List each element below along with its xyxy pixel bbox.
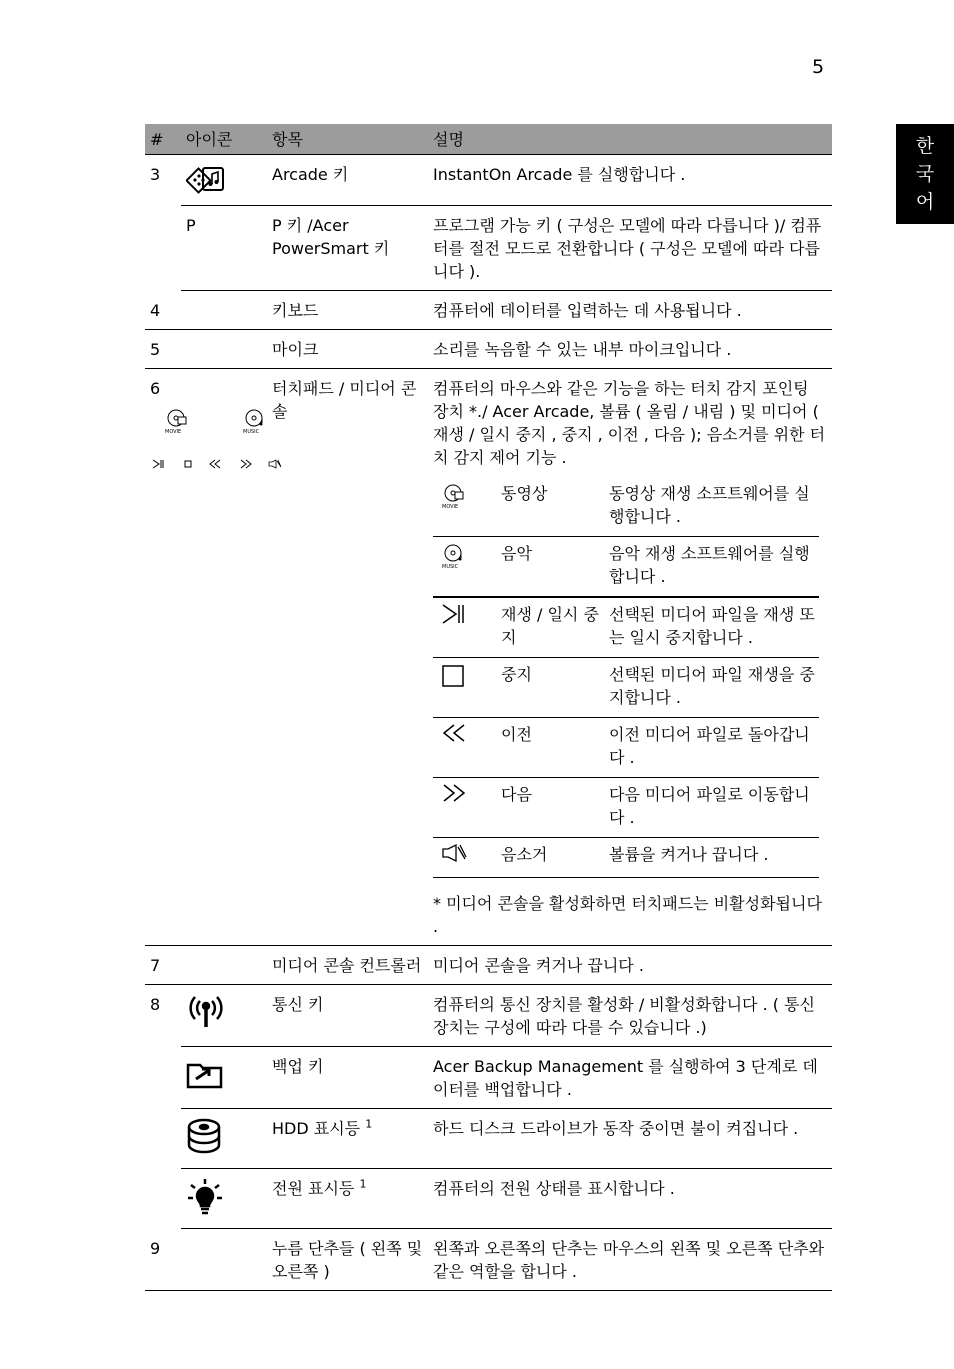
row-number: 8 <box>150 995 161 1014</box>
item-desc: Acer Backup Management 를 실행하여 3 단계로 데이터를 백업합니다 . <box>428 1047 832 1109</box>
music-icon <box>433 537 501 598</box>
item-name: 통신 키 <box>272 995 324 1014</box>
footnote-ref: 1 <box>365 1117 373 1131</box>
music-icon <box>242 408 268 440</box>
media-name: 다음 <box>501 785 532 804</box>
item-desc: 컴퓨터의 마우스와 같은 기능을 하는 터치 감지 포인팅 장치 *./ Acer Arcade, 볼륨 ( 올림 / 내림 ) 및 미디어 ( 재생 / 일시 중지 , 중지 , 이전 , 다음 ); 음소거를 위한 터치 감지 제어 기능 . <box>433 379 826 467</box>
item-desc: 컴퓨터에 데이터를 입력하는 데 사용됩니다 . <box>428 291 832 330</box>
footnote: * 미디어 콘솔을 활성화하면 터치패드는 비활성화됩니다 . <box>433 894 822 936</box>
list-item <box>433 718 819 778</box>
media-name: 재생 / 일시 중지 <box>501 605 599 647</box>
item-name: 전원 표시등 <box>272 1179 355 1198</box>
table-row <box>145 1169 832 1229</box>
play-pause-icon <box>433 597 501 658</box>
table-row <box>145 206 832 291</box>
table-row <box>145 291 832 330</box>
mute-icon <box>268 452 282 475</box>
hdd-icon <box>186 1117 226 1161</box>
music-icon-label: MUSIC <box>442 564 459 570</box>
table-header <box>145 124 832 155</box>
item-desc: 왼쪽과 오른쪽의 단추는 마우스의 왼쪽 및 오른쪽 단추와 같은 역할을 합니다 . <box>428 1229 832 1291</box>
list-item <box>433 838 819 878</box>
footnote-ref: 1 <box>359 1177 367 1191</box>
header-desc: 설명 <box>428 124 832 155</box>
movie-icon <box>433 477 501 537</box>
item-name: 누름 단추들 ( 왼쪽 및 오른쪽 ) <box>267 1229 428 1291</box>
table-row <box>145 1109 832 1169</box>
item-desc: 미디어 콘솔을 켜거나 끕니다 . <box>428 946 832 985</box>
media-desc: 이전 미디어 파일로 돌아갑니다 . <box>609 725 810 767</box>
movie-icon-label: MOVIE <box>165 429 182 434</box>
media-name: 동영상 <box>501 484 548 503</box>
table-row <box>145 330 832 369</box>
page-number: 5 <box>812 56 825 78</box>
list-item <box>433 597 819 658</box>
next-icon <box>239 452 253 475</box>
header-num: # <box>145 124 181 155</box>
lang-tab-char: 어 <box>915 191 935 213</box>
previous-icon <box>208 452 222 475</box>
table-row <box>145 946 832 985</box>
media-name: 이전 <box>501 725 532 744</box>
music-icon-label: MUSIC <box>243 429 260 434</box>
previous-icon <box>433 718 501 778</box>
item-desc: 소리를 녹음할 수 있는 내부 마이크입니다 . <box>428 330 832 369</box>
arcade-icon <box>186 163 226 205</box>
list-item <box>433 477 819 537</box>
item-desc: 컴퓨터의 통신 장치를 활성화 / 비활성화합니다 . ( 통신 장치는 구성에 따라 다를 수 있습니다 .) <box>433 995 815 1037</box>
movie-icon-label: MOVIE <box>442 504 459 510</box>
feature-table <box>145 124 832 1291</box>
table-row <box>145 369 832 946</box>
row-number: 7 <box>145 946 181 985</box>
header-icon: 아이콘 <box>181 124 267 155</box>
table-row <box>145 1229 832 1291</box>
lang-tab-char: 국 <box>915 163 935 185</box>
item-name: 터치패드 / 미디어 콘솔 <box>267 369 428 946</box>
mute-icon <box>433 838 501 878</box>
table-row <box>145 1047 832 1109</box>
stop-icon <box>433 658 501 718</box>
list-item <box>433 778 819 838</box>
item-desc: InstantOn Arcade 를 실행합니다 . <box>433 165 686 184</box>
item-desc: 하드 디스크 드라이브가 동작 중이면 불이 켜집니다 . <box>428 1109 832 1169</box>
backup-icon <box>186 1055 226 1095</box>
media-name: 음악 <box>501 544 532 563</box>
play-pause-icon <box>152 452 166 475</box>
lang-tab-char: 한 <box>915 135 935 157</box>
media-name: 음소거 <box>501 845 548 864</box>
language-tab <box>896 124 954 224</box>
row-number: 5 <box>145 330 181 369</box>
header-item: 항목 <box>267 124 428 155</box>
row-number: 9 <box>145 1229 181 1291</box>
item-desc: 컴퓨터의 전원 상태를 표시합니다 . <box>428 1169 832 1229</box>
movie-icon <box>164 408 190 440</box>
table-row <box>145 155 832 206</box>
icon-text: P <box>181 206 267 291</box>
stop-icon <box>183 452 193 475</box>
item-name: 미디어 콘솔 컨트롤러 <box>267 946 428 985</box>
media-name: 중지 <box>501 665 532 684</box>
media-desc: 음악 재생 소프트웨어를 실행합니다 . <box>609 544 810 586</box>
media-desc: 동영상 재생 소프트웨어를 실행합니다 . <box>609 484 810 526</box>
item-name: P 키 /Acer PowerSmart 키 <box>267 206 428 291</box>
next-icon <box>433 778 501 838</box>
item-desc: 프로그램 가능 키 ( 구성은 모델에 따라 다릅니다 )/ 컴퓨터를 절전 모드로 전환합니다 ( 구성은 모델에 따라 다릅니다 ). <box>428 206 832 291</box>
media-console-icons <box>150 400 267 470</box>
list-item <box>433 658 819 718</box>
media-control-table <box>433 477 819 878</box>
item-name: HDD 표시등 <box>272 1119 361 1138</box>
media-desc: 볼륨을 켜거나 끕니다 . <box>609 845 769 864</box>
item-name: 백업 키 <box>267 1047 428 1109</box>
wireless-icon <box>186 993 226 1035</box>
row-number: 3 <box>150 165 161 184</box>
item-name: Arcade 키 <box>272 165 349 184</box>
media-desc: 선택된 미디어 파일을 재생 또는 일시 중지합니다 . <box>609 605 815 647</box>
power-indicator-icon <box>186 1177 226 1221</box>
item-name: 마이크 <box>267 330 428 369</box>
row-number: 6 <box>150 379 161 398</box>
list-item <box>433 537 819 598</box>
media-desc: 선택된 미디어 파일 재생을 중지합니다 . <box>609 665 815 707</box>
item-name: 키보드 <box>267 291 428 330</box>
table-row <box>145 985 832 1047</box>
row-number: 4 <box>145 291 181 330</box>
media-desc: 다음 미디어 파일로 이동합니다 . <box>609 785 810 827</box>
